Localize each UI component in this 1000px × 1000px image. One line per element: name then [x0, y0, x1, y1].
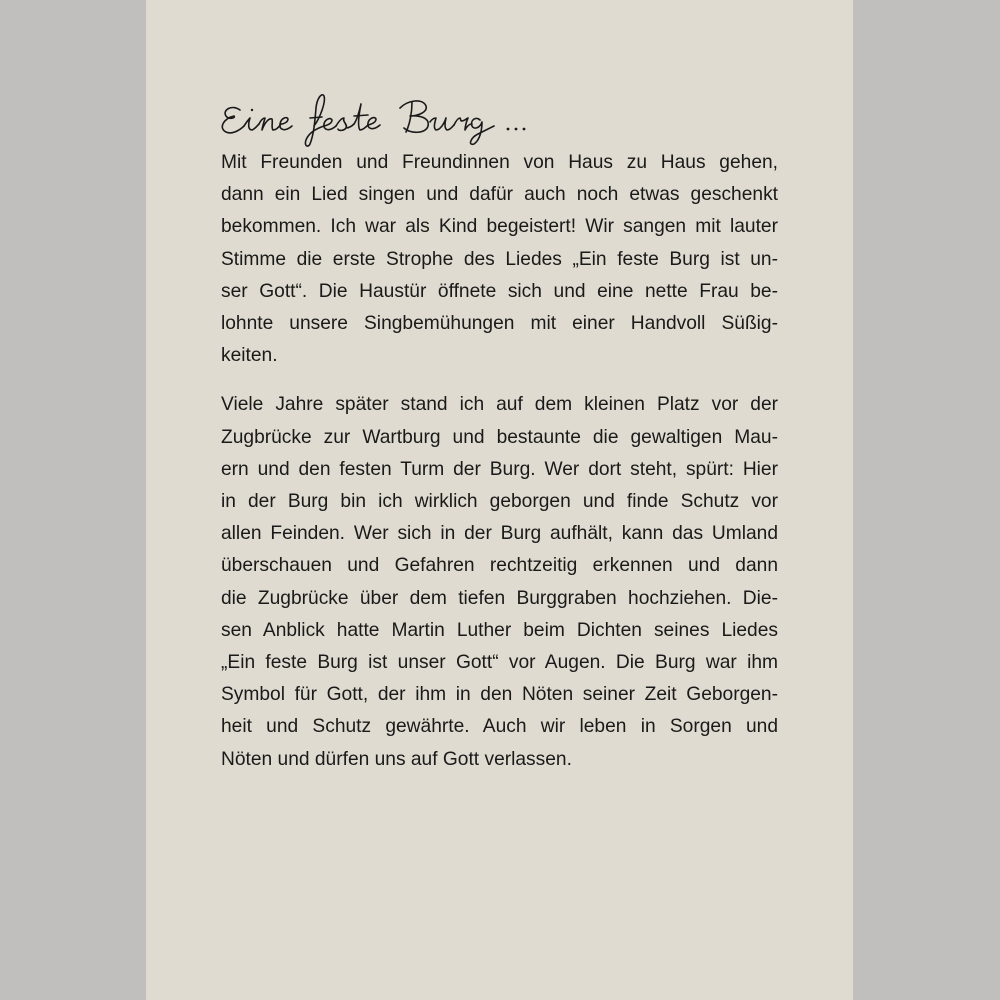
paragraph-line: „Ein feste Burg ist unser Gott“ vor Augen. Die Burg war ihm: [221, 652, 778, 674]
paragraph-line: Nöten und dürfen uns auf Gott verlassen.: [221, 748, 572, 770]
paragraph-line: Symbol für Gott, der ihm in den Nöten seiner Zeit Geborgen-: [221, 684, 778, 706]
paragraph-line: heit und Schutz gewährte. Auch wir leben in Sorgen und: [221, 716, 778, 738]
paragraph-line: Viele Jahre später stand ich auf dem kleinen Platz vor der: [221, 394, 778, 416]
paragraph-line: dann ein Lied singen und dafür auch noch etwas geschenkt: [221, 184, 778, 206]
paragraph-line: ern und den festen Turm der Burg. Wer dort steht, spürt: Hier: [221, 458, 778, 480]
paragraph-line: überschauen und Gefahren rechtzeitig erkennen und dann: [221, 555, 778, 577]
paragraph-line: lohnte unsere Singbemühungen mit einer Handvoll Süßig-: [221, 313, 778, 335]
paragraph-line: Zugbrücke zur Wartburg und bestaunte die gewaltigen Mau-: [221, 426, 778, 448]
paragraph-line: ser Gott“. Die Haustür öffnete sich und eine nette Frau be-: [221, 280, 778, 302]
paragraph-line: bekommen. Ich war als Kind begeistert! Wir sangen mit lauter: [221, 216, 778, 238]
paragraph-line: in der Burg bin ich wirklich geborgen und finde Schutz vor: [221, 491, 778, 513]
handwritten-headline-graphic: [218, 88, 618, 148]
paragraph-line: sen Anblick hatte Martin Luther beim Dichten seines Liedes: [221, 619, 778, 641]
paragraph-1: [221, 147, 778, 372]
page: [146, 0, 853, 1000]
body-text: [221, 147, 778, 776]
paragraph-2: [221, 389, 778, 775]
handwritten-headline: [218, 88, 618, 148]
paragraph-line: Stimme die erste Strophe des Liedes „Ein feste Burg ist un-: [221, 248, 778, 270]
paragraph-line: die Zugbrücke über dem tiefen Burggraben hochziehen. Die-: [221, 587, 778, 609]
paragraph-line: keiten.: [221, 345, 278, 367]
paragraph-line: allen Feinden. Wer sich in der Burg aufhält, kann das Umland: [221, 523, 778, 545]
paragraph-line: Mit Freunden und Freundinnen von Haus zu Haus gehen,: [221, 152, 778, 173]
